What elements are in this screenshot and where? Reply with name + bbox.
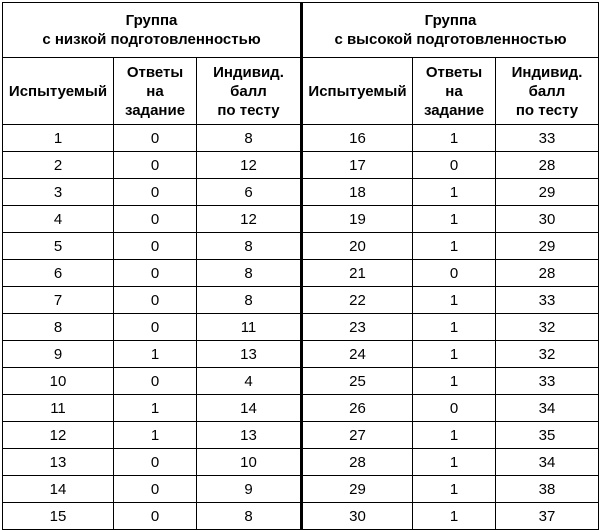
col-answers-line3: задание (124, 101, 186, 119)
cell-score-low: 11 (197, 314, 302, 341)
col-score-line3: по тесту (515, 101, 579, 119)
cell-answer-low: 0 (114, 503, 197, 530)
cell-answer-high: 1 (413, 341, 496, 368)
cell-score-low: 12 (197, 152, 302, 179)
table-row (3, 314, 599, 341)
cell-score-low: 8 (197, 287, 302, 314)
cell-subject-low: 13 (3, 449, 114, 476)
table-row (3, 476, 599, 503)
cell-answer-high: 1 (413, 125, 496, 152)
table-row (3, 287, 599, 314)
group-low-line1: Группа (125, 12, 178, 29)
cell-score-high: 30 (496, 206, 599, 233)
cell-answer-high: 1 (413, 314, 496, 341)
cell-subject-low: 14 (3, 476, 114, 503)
cell-answer-low: 0 (114, 476, 197, 503)
cell-score-high: 28 (496, 152, 599, 179)
cell-answer-low: 0 (114, 233, 197, 260)
cell-subject-high: 17 (302, 152, 413, 179)
cell-score-high: 29 (496, 233, 599, 260)
cell-score-low: 8 (197, 233, 302, 260)
cell-subject-high: 29 (302, 476, 413, 503)
col-score-line3: по тесту (217, 101, 280, 119)
cell-answer-low: 0 (114, 287, 197, 314)
cell-score-low: 14 (197, 395, 302, 422)
col-score-high (496, 58, 599, 125)
cell-subject-low: 5 (3, 233, 114, 260)
cell-answer-high: 0 (413, 260, 496, 287)
cell-answer-low: 1 (114, 422, 197, 449)
col-score-line2: балл (528, 82, 566, 100)
cell-answer-low: 0 (114, 314, 197, 341)
table-row (3, 152, 599, 179)
cell-subject-high: 28 (302, 449, 413, 476)
cell-score-low: 13 (197, 422, 302, 449)
cell-answer-low: 0 (114, 449, 197, 476)
cell-score-high: 28 (496, 260, 599, 287)
cell-answer-low: 1 (114, 395, 197, 422)
cell-subject-low: 1 (3, 125, 114, 152)
cell-subject-high: 19 (302, 206, 413, 233)
cell-subject-low: 4 (3, 206, 114, 233)
col-score-line2: балл (230, 82, 267, 100)
cell-answer-low: 1 (114, 341, 197, 368)
cell-score-low: 8 (197, 503, 302, 530)
table-row (3, 206, 599, 233)
col-answers-line2: на (146, 82, 164, 100)
cell-score-high: 35 (496, 422, 599, 449)
col-answers-high (413, 58, 496, 125)
cell-answer-high: 1 (413, 206, 496, 233)
col-answers-line3: задание (423, 101, 485, 119)
table-row (3, 341, 599, 368)
cell-subject-low: 10 (3, 368, 114, 395)
cell-score-low: 8 (197, 125, 302, 152)
table-row (3, 503, 599, 530)
col-subject-high: Испытуемый (302, 58, 413, 125)
group-high-header (302, 3, 599, 58)
cell-subject-low: 6 (3, 260, 114, 287)
results-table (2, 2, 599, 530)
cell-answer-low: 0 (114, 206, 197, 233)
cell-score-low: 8 (197, 260, 302, 287)
cell-answer-low: 0 (114, 152, 197, 179)
cell-subject-high: 18 (302, 179, 413, 206)
cell-subject-high: 22 (302, 287, 413, 314)
cell-score-low: 9 (197, 476, 302, 503)
table-row (3, 233, 599, 260)
cell-score-low: 6 (197, 179, 302, 206)
cell-subject-high: 25 (302, 368, 413, 395)
cell-score-low: 10 (197, 449, 302, 476)
col-score-line1: Индивид. (511, 63, 583, 81)
col-subject-low: Испытуемый (3, 58, 114, 125)
cell-subject-low: 12 (3, 422, 114, 449)
cell-score-high: 33 (496, 125, 599, 152)
cell-subject-low: 3 (3, 179, 114, 206)
cell-subject-low: 7 (3, 287, 114, 314)
cell-subject-low: 11 (3, 395, 114, 422)
cell-subject-low: 2 (3, 152, 114, 179)
cell-subject-high: 27 (302, 422, 413, 449)
cell-answer-low: 0 (114, 179, 197, 206)
cell-score-high: 33 (496, 287, 599, 314)
col-score-line1: Индивид. (213, 63, 284, 81)
group-high-line1: Группа (424, 12, 477, 29)
table-row (3, 449, 599, 476)
cell-score-high: 38 (496, 476, 599, 503)
cell-score-low: 12 (197, 206, 302, 233)
table-row (3, 395, 599, 422)
table-row (3, 125, 599, 152)
table-row (3, 260, 599, 287)
cell-subject-low: 15 (3, 503, 114, 530)
cell-score-low: 4 (197, 368, 302, 395)
table-row (3, 368, 599, 395)
cell-answer-high: 1 (413, 476, 496, 503)
cell-answer-high: 0 (413, 395, 496, 422)
cell-answer-high: 1 (413, 368, 496, 395)
group-high-line2: с высокой подготовленностью (334, 31, 567, 48)
cell-subject-low: 8 (3, 314, 114, 341)
cell-answer-high: 1 (413, 287, 496, 314)
column-header-row (3, 58, 599, 125)
cell-answer-high: 1 (413, 422, 496, 449)
cell-answer-high: 1 (413, 503, 496, 530)
cell-score-high: 32 (496, 314, 599, 341)
cell-score-high: 34 (496, 449, 599, 476)
cell-subject-high: 20 (302, 233, 413, 260)
table-row (3, 179, 599, 206)
cell-subject-high: 26 (302, 395, 413, 422)
col-score-low (197, 58, 302, 125)
cell-score-high: 29 (496, 179, 599, 206)
col-answers-line1: Ответы (126, 63, 184, 81)
cell-score-high: 34 (496, 395, 599, 422)
cell-score-high: 33 (496, 368, 599, 395)
cell-answer-high: 0 (413, 152, 496, 179)
cell-answer-low: 0 (114, 368, 197, 395)
cell-answer-high: 1 (413, 449, 496, 476)
cell-answer-low: 0 (114, 260, 197, 287)
cell-subject-low: 9 (3, 341, 114, 368)
cell-subject-high: 24 (302, 341, 413, 368)
cell-answer-low: 0 (114, 125, 197, 152)
group-header-row (3, 3, 599, 58)
cell-answer-high: 1 (413, 179, 496, 206)
group-low-header (3, 3, 302, 58)
cell-subject-high: 16 (302, 125, 413, 152)
cell-score-low: 13 (197, 341, 302, 368)
cell-answer-high: 1 (413, 233, 496, 260)
cell-subject-high: 21 (302, 260, 413, 287)
cell-score-high: 37 (496, 503, 599, 530)
col-answers-line2: на (445, 82, 463, 100)
cell-subject-high: 23 (302, 314, 413, 341)
group-low-line2: с низкой подготовленностью (42, 31, 261, 48)
col-answers-low (114, 58, 197, 125)
cell-subject-high: 30 (302, 503, 413, 530)
table-row (3, 422, 599, 449)
cell-score-high: 32 (496, 341, 599, 368)
col-answers-line1: Ответы (425, 63, 483, 81)
table-body (3, 125, 599, 530)
